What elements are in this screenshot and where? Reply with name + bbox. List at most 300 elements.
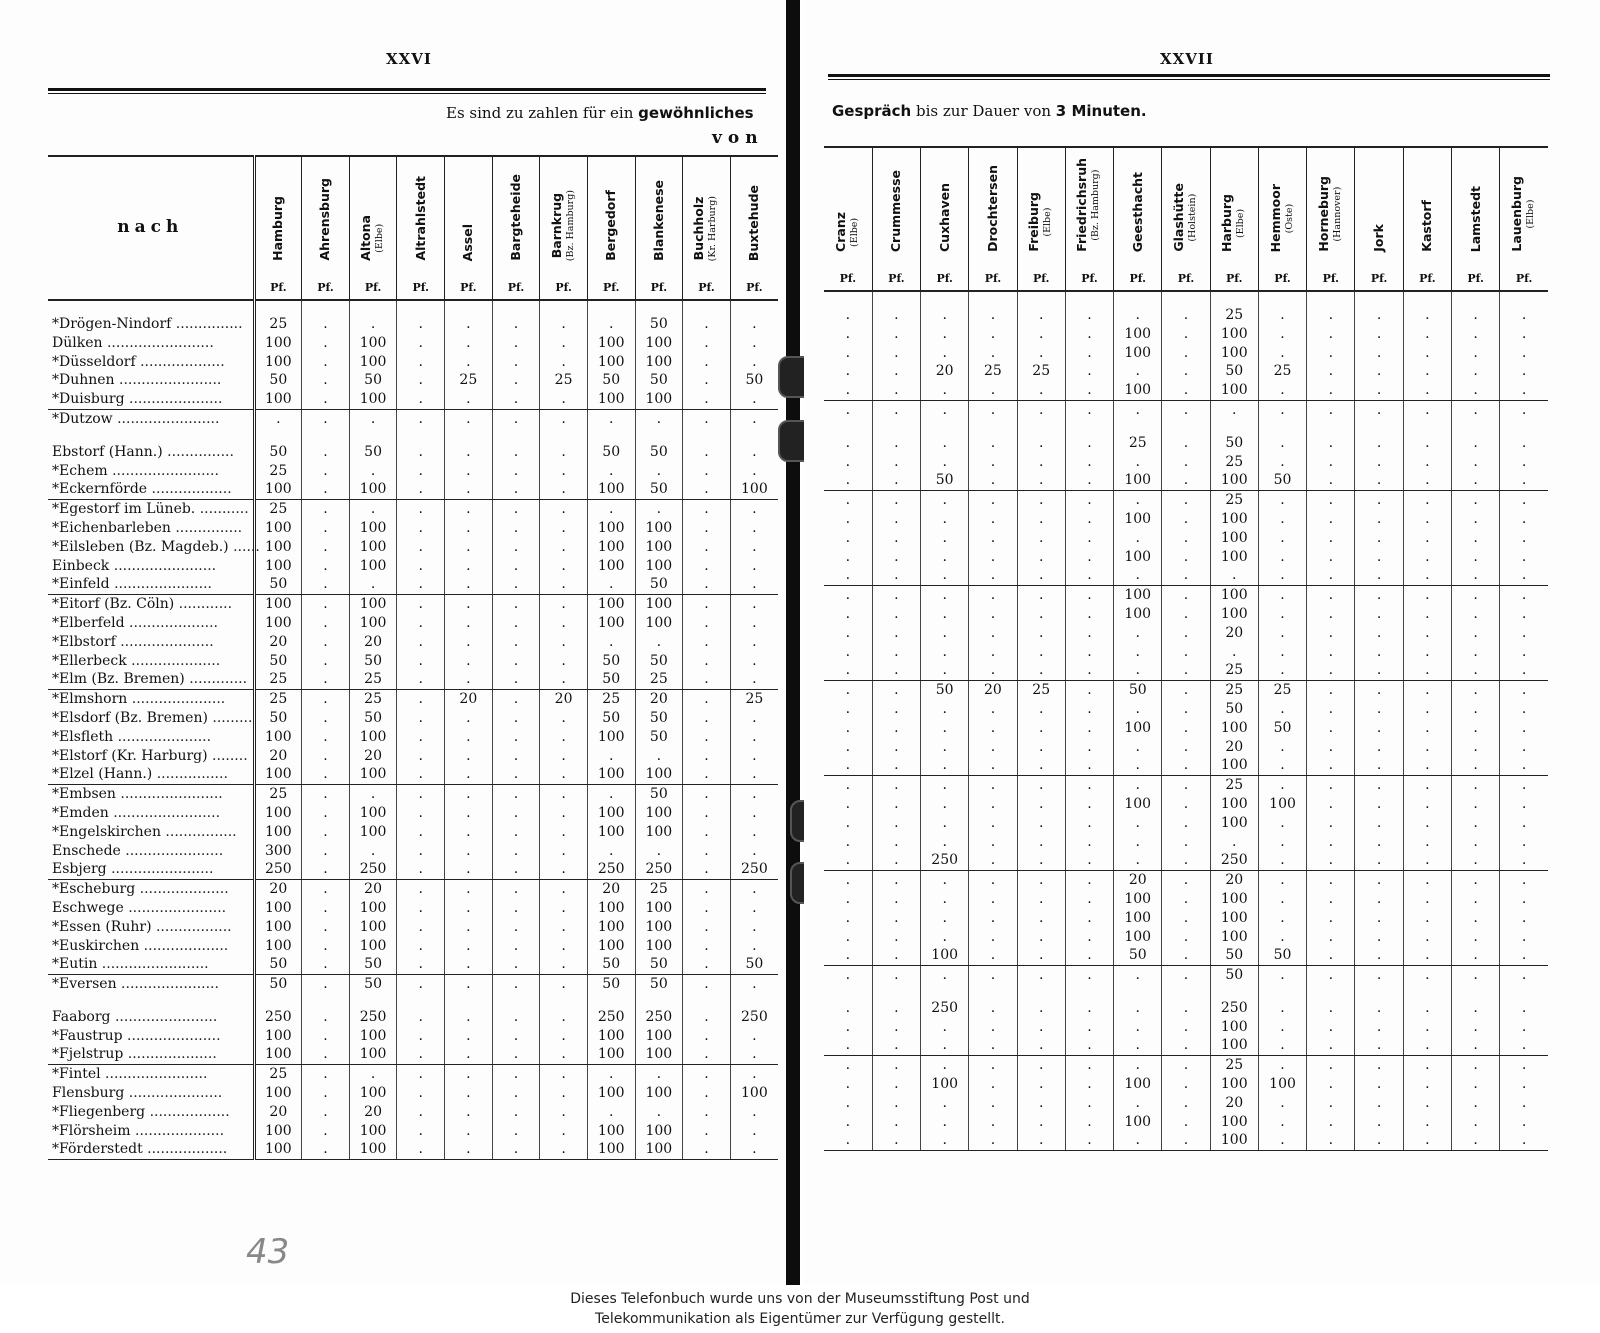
rate-cell: . xyxy=(540,390,588,409)
rate-cell: . xyxy=(1451,566,1499,585)
rate-cell: . xyxy=(302,334,350,353)
rate-cell: . xyxy=(1403,325,1451,344)
rate-cell: . xyxy=(1065,700,1113,719)
rate-cell: . xyxy=(302,1084,350,1103)
rate-cell: . xyxy=(969,1131,1017,1150)
rate-cell: . xyxy=(921,795,969,814)
place-name-text: Eschwege xyxy=(52,899,124,916)
rate-cell: . xyxy=(1162,681,1210,700)
column-name xyxy=(359,215,387,261)
unit-label: Pf. xyxy=(507,281,525,294)
rate-cell: . xyxy=(683,1084,731,1103)
rate-cell: . xyxy=(397,670,445,689)
rate-cell: . xyxy=(397,519,445,538)
rate-cell xyxy=(824,420,872,434)
rate-cell: . xyxy=(445,709,493,728)
rate-cell: 100 xyxy=(635,1045,683,1064)
unit-label: Pf. xyxy=(746,281,763,294)
rate-cell: . xyxy=(492,880,540,899)
rate-cell: 100 xyxy=(349,614,397,633)
rate-cell: 100 xyxy=(254,937,302,956)
rate-cell: . xyxy=(872,999,920,1018)
rate-cell: . xyxy=(730,595,778,614)
rate-cell: 50 xyxy=(1114,946,1162,965)
table-row xyxy=(824,738,1548,757)
rate-cell: . xyxy=(683,690,731,709)
rate-cell: . xyxy=(1500,1075,1548,1094)
rate-cell: . xyxy=(445,353,493,372)
rate-cell: . xyxy=(1451,946,1499,965)
rate-cell: . xyxy=(540,334,588,353)
rate-cell: 100 xyxy=(635,1140,683,1159)
rate-cell: . xyxy=(492,595,540,614)
rate-cell: . xyxy=(1017,529,1065,548)
rate-cell: 100 xyxy=(635,765,683,784)
rate-cell: . xyxy=(921,1131,969,1150)
column-header-bargteheide xyxy=(492,156,540,300)
rate-cell: . xyxy=(1307,1075,1355,1094)
table-row xyxy=(824,643,1548,662)
rate-cell: 50 xyxy=(254,443,302,462)
rate-cell: . xyxy=(1355,1056,1403,1075)
rate-cell: . xyxy=(1451,453,1499,472)
rate-cell: . xyxy=(492,462,540,481)
place-name xyxy=(48,429,254,443)
column-name xyxy=(271,196,285,261)
column-name xyxy=(747,185,761,261)
rate-cell: . xyxy=(1403,344,1451,363)
rate-cell: 250 xyxy=(587,1008,635,1027)
rate-cell xyxy=(1210,420,1258,434)
rate-cell: . xyxy=(1500,529,1548,548)
rate-cell: . xyxy=(1162,325,1210,344)
rate-cell: . xyxy=(302,652,350,671)
column-header-harburg xyxy=(1210,147,1258,291)
rate-cell: . xyxy=(540,1027,588,1046)
rate-cell: . xyxy=(302,690,350,709)
rate-cell: . xyxy=(969,833,1017,852)
rate-cell: . xyxy=(1355,566,1403,585)
rate-cell: . xyxy=(1500,756,1548,775)
rate-cell: 25 xyxy=(254,315,302,334)
rate-cell: . xyxy=(683,880,731,899)
table-row xyxy=(48,955,778,974)
rate-cell: 100 xyxy=(254,595,302,614)
rate-cell: . xyxy=(1114,306,1162,325)
rate-cell: . xyxy=(302,918,350,937)
table-row xyxy=(48,334,778,353)
rate-cell: . xyxy=(302,1103,350,1122)
rate-cell: . xyxy=(1307,946,1355,965)
rate-cell: . xyxy=(683,443,731,462)
rate-cell: . xyxy=(302,390,350,409)
rate-cell: 20 xyxy=(349,880,397,899)
rate-cell: . xyxy=(1017,643,1065,662)
rate-cell: 100 xyxy=(254,334,302,353)
rate-cell: . xyxy=(1355,738,1403,757)
rate-cell: . xyxy=(492,860,540,879)
rate-cell: 250 xyxy=(1210,999,1258,1018)
rate-cell: . xyxy=(1258,871,1306,890)
rate-cell: 50 xyxy=(635,315,683,334)
table-row xyxy=(824,381,1548,400)
rate-cell: . xyxy=(1114,851,1162,870)
unit-label: Pf. xyxy=(1081,272,1098,285)
rate-cell: . xyxy=(1258,643,1306,662)
place-name-text: *Elstorf (Kr. Harburg) xyxy=(52,747,208,764)
rate-cell: . xyxy=(730,390,778,409)
table-row xyxy=(824,605,1548,624)
rate-cell: . xyxy=(1403,1075,1451,1094)
rate-cell: . xyxy=(730,823,778,842)
column-header-hamburg xyxy=(254,156,302,300)
rate-cell: . xyxy=(635,1065,683,1084)
rate-cell: . xyxy=(1403,1036,1451,1055)
rate-cell: . xyxy=(921,529,969,548)
spacer-row xyxy=(48,300,778,315)
column-name xyxy=(1269,184,1297,252)
rate-cell: . xyxy=(540,842,588,861)
rate-cell: 100 xyxy=(1210,1036,1258,1055)
column-name xyxy=(834,212,862,252)
rate-cell: . xyxy=(445,975,493,994)
rate-cell: . xyxy=(1451,999,1499,1018)
rate-cell: . xyxy=(1017,344,1065,363)
rate-cell: . xyxy=(587,500,635,519)
rate-cell: . xyxy=(1017,400,1065,419)
rate-cell xyxy=(302,429,350,443)
rate-cell: 100 xyxy=(349,595,397,614)
rate-cell: . xyxy=(540,899,588,918)
place-name xyxy=(48,804,254,823)
rate-cell: . xyxy=(540,538,588,557)
place-name-text: *Ellerbeck xyxy=(52,652,127,669)
rate-cell: 50 xyxy=(349,652,397,671)
rate-cell: 100 xyxy=(1210,1131,1258,1150)
rate-cell: . xyxy=(492,1140,540,1159)
rate-cell: 20 xyxy=(254,747,302,766)
rate-cell: . xyxy=(1355,1018,1403,1037)
rate-cell: . xyxy=(1258,586,1306,605)
rate-cell: . xyxy=(1403,833,1451,852)
rate-cell: . xyxy=(445,955,493,974)
rate-cell: . xyxy=(397,334,445,353)
table-row xyxy=(48,670,778,689)
place-name-text: Ebstorf (Hann.) xyxy=(52,443,163,460)
leader-dots: ........... xyxy=(195,501,249,518)
column-name-text: Geesthacht xyxy=(1129,171,1145,252)
footer-line-2: Telekommunikation als Eigentümer zur Verfügung gestellt. xyxy=(595,1311,1005,1327)
leader-dots: .................. xyxy=(145,1103,230,1120)
rate-cell: . xyxy=(730,500,778,519)
column-header-lauenburg xyxy=(1500,147,1548,291)
rate-cell: . xyxy=(1065,1131,1113,1150)
column-name-sub: (Oste) xyxy=(1283,203,1295,233)
rate-cell: 50 xyxy=(635,785,683,804)
rate-cell: . xyxy=(1258,510,1306,529)
place-name-text: Esbjerg xyxy=(52,861,107,878)
rate-cell: . xyxy=(492,334,540,353)
rate-cell: . xyxy=(1403,624,1451,643)
place-name xyxy=(48,353,254,372)
rate-cell: . xyxy=(1403,400,1451,419)
rate-cell: 20 xyxy=(254,633,302,652)
rate-cell: 100 xyxy=(635,823,683,842)
rate-cell: . xyxy=(1065,1094,1113,1113)
rate-cell: 50 xyxy=(921,681,969,700)
rate-cell xyxy=(1403,420,1451,434)
rate-cell: . xyxy=(1500,453,1548,472)
table-row xyxy=(824,344,1548,363)
column-name xyxy=(318,178,332,261)
rate-cell: 100 xyxy=(1114,605,1162,624)
rate-cell: 50 xyxy=(635,728,683,747)
rate-cell: 100 xyxy=(254,728,302,747)
rate-cell: . xyxy=(445,595,493,614)
rate-cell: . xyxy=(1162,1075,1210,1094)
rate-cell: . xyxy=(492,519,540,538)
rate-cell: 25 xyxy=(254,690,302,709)
rate-cell: . xyxy=(349,575,397,594)
rate-cell: 100 xyxy=(635,353,683,372)
place-name xyxy=(48,899,254,918)
leader-dots: .................... xyxy=(124,614,219,631)
rate-cell: . xyxy=(445,1027,493,1046)
rate-cell: . xyxy=(969,529,1017,548)
column-name-text: Altrahlstedt xyxy=(412,176,428,261)
rate-cell: . xyxy=(445,823,493,842)
rate-cell: 20 xyxy=(969,681,1017,700)
rate-cell: . xyxy=(1403,700,1451,719)
place-name-text: *Einfeld xyxy=(52,576,110,593)
table-row xyxy=(48,595,778,614)
right-banner-middle: bis zur Dauer von xyxy=(916,102,1052,120)
rate-cell: 100 xyxy=(635,334,683,353)
rate-cell: 100 xyxy=(1210,890,1258,909)
rate-cell: . xyxy=(540,785,588,804)
rate-cell: . xyxy=(1017,510,1065,529)
left-tariff-table xyxy=(48,155,778,1160)
rate-cell: . xyxy=(1403,529,1451,548)
rate-cell: 100 xyxy=(1210,548,1258,567)
right-page xyxy=(804,0,1600,1285)
rate-cell: . xyxy=(1114,1131,1162,1150)
leader-dots: ............. xyxy=(184,671,248,688)
rate-cell: . xyxy=(1162,928,1210,947)
rate-cell: 25 xyxy=(540,371,588,390)
table-row xyxy=(824,851,1548,870)
rate-cell: 50 xyxy=(587,975,635,994)
rate-cell: . xyxy=(1500,890,1548,909)
column-name-sub: (Elbe) xyxy=(374,223,386,253)
rate-cell: . xyxy=(1210,833,1258,852)
rate-cell: . xyxy=(397,880,445,899)
rate-cell: . xyxy=(1451,400,1499,419)
rate-cell: . xyxy=(1451,661,1499,680)
rate-cell: 50 xyxy=(349,975,397,994)
unit-label: Pf. xyxy=(698,281,715,294)
table-row xyxy=(824,325,1548,344)
column-name xyxy=(509,174,523,261)
rate-cell: . xyxy=(1500,400,1548,419)
rate-cell: 100 xyxy=(587,1084,635,1103)
rate-cell: . xyxy=(845,548,851,565)
rate-cell: . xyxy=(1403,999,1451,1018)
rate-cell: 50 xyxy=(254,575,302,594)
rate-cell: . xyxy=(1355,453,1403,472)
rate-cell: . xyxy=(1065,381,1113,400)
rate-cell: . xyxy=(492,443,540,462)
place-name xyxy=(48,443,254,462)
rate-cell: . xyxy=(872,1056,920,1075)
rate-cell: . xyxy=(540,1140,588,1159)
place-name xyxy=(48,614,254,633)
column-name-text: Glashütte xyxy=(1170,183,1186,252)
place-name-text: *Eckernförde xyxy=(52,481,148,498)
place-name-text: *Elzel (Hann.) xyxy=(52,766,153,783)
rate-cell: . xyxy=(1500,1094,1548,1113)
place-name-text: *Förderstedt xyxy=(52,1141,143,1158)
rate-cell: . xyxy=(540,633,588,652)
rate-cell: . xyxy=(730,765,778,784)
rate-cell: . xyxy=(1258,890,1306,909)
rate-cell: . xyxy=(397,538,445,557)
table-row xyxy=(48,462,778,481)
rate-cell: . xyxy=(302,538,350,557)
rate-cell: 20 xyxy=(349,747,397,766)
rate-cell: . xyxy=(445,728,493,747)
rate-cell: . xyxy=(302,595,350,614)
rate-cell: . xyxy=(1307,890,1355,909)
leader-dots: ...................... xyxy=(123,899,227,916)
rate-cell: . xyxy=(1114,624,1162,643)
rate-cell: . xyxy=(845,587,851,604)
rate-cell: . xyxy=(1258,1036,1306,1055)
rate-cell: . xyxy=(1307,928,1355,947)
rate-cell: . xyxy=(1162,909,1210,928)
rate-cell: 50 xyxy=(1114,681,1162,700)
unit-label: Pf. xyxy=(650,281,668,294)
rate-cell: 100 xyxy=(349,804,397,823)
rate-cell: 100 xyxy=(587,1045,635,1064)
place-name xyxy=(48,500,254,519)
rate-cell: 25 xyxy=(1114,434,1162,453)
rate-cell: . xyxy=(969,381,1017,400)
rate-cell: . xyxy=(1258,999,1306,1018)
rate-cell: 100 xyxy=(1210,814,1258,833)
rate-cell: . xyxy=(683,860,731,879)
rate-cell: . xyxy=(540,614,588,633)
rate-cell: . xyxy=(635,633,683,652)
rate-cell xyxy=(445,429,493,443)
leader-dots: ................. xyxy=(151,918,232,935)
table-row xyxy=(824,700,1548,719)
rate-cell: 100 xyxy=(587,614,635,633)
rate-cell: . xyxy=(1500,1018,1548,1037)
place-name xyxy=(48,575,254,594)
column-header-ahrensburg xyxy=(302,156,350,300)
rate-cell: . xyxy=(1065,661,1113,680)
rate-cell: . xyxy=(445,334,493,353)
leader-dots: ....................... xyxy=(114,372,222,389)
leader-dots: ..................... xyxy=(124,1085,223,1102)
column-name-text: Crummesse xyxy=(888,169,904,252)
rate-cell: 100 xyxy=(349,1140,397,1159)
rate-cell: . xyxy=(683,975,731,994)
column-name-text: Freiburg xyxy=(1026,192,1042,252)
rate-cell: . xyxy=(969,851,1017,870)
table-row xyxy=(824,624,1548,643)
leader-dots: ...................... xyxy=(109,576,212,593)
rate-cell: . xyxy=(872,529,920,548)
rate-cell: . xyxy=(1162,471,1210,490)
rate-cell: . xyxy=(540,652,588,671)
rate-cell: . xyxy=(872,871,920,890)
column-name-text: Cranz xyxy=(832,212,848,252)
place-name-text: *Embsen xyxy=(52,786,116,803)
column-name xyxy=(692,196,720,261)
place-name-text: *Engelskirchen xyxy=(52,823,161,840)
rate-cell: . xyxy=(872,946,920,965)
rate-cell: . xyxy=(730,614,778,633)
place-name-text: *Eichenbarleben xyxy=(52,519,171,536)
table-row xyxy=(48,1140,778,1159)
rate-cell: . xyxy=(540,315,588,334)
leader-dots: ............... xyxy=(171,316,243,332)
column-header-geesthacht xyxy=(1114,147,1162,291)
table-row xyxy=(824,362,1548,381)
rate-cell: 100 xyxy=(587,899,635,918)
rate-cell xyxy=(969,420,1017,434)
table-row xyxy=(48,918,778,937)
rate-cell: . xyxy=(492,390,540,409)
rate-cell: . xyxy=(1114,833,1162,852)
rate-cell: . xyxy=(492,955,540,974)
rate-cell: . xyxy=(1307,719,1355,738)
rate-cell: . xyxy=(683,652,731,671)
rate-cell: . xyxy=(1258,434,1306,453)
rate-cell: . xyxy=(445,1084,493,1103)
table-row xyxy=(824,510,1548,529)
rate-cell: . xyxy=(1355,529,1403,548)
rate-cell: . xyxy=(921,890,969,909)
unit-label: Pf. xyxy=(1515,272,1533,285)
rate-cell: . xyxy=(921,700,969,719)
leader-dots: ................ xyxy=(160,823,237,840)
rate-cell: 100 xyxy=(587,804,635,823)
rate-cell: 100 xyxy=(349,519,397,538)
table-row xyxy=(48,443,778,462)
rate-cell: . xyxy=(1065,1075,1113,1094)
rate-cell: . xyxy=(1307,1056,1355,1075)
rate-cell: . xyxy=(1403,909,1451,928)
rate-cell: 25 xyxy=(254,500,302,519)
rate-cell: 25 xyxy=(254,1065,302,1084)
rate-cell: . xyxy=(492,500,540,519)
rate-cell: . xyxy=(872,1036,920,1055)
rate-cell: . xyxy=(1162,776,1210,795)
rate-cell: . xyxy=(492,728,540,747)
rate-cell: . xyxy=(969,510,1017,529)
column-name xyxy=(1220,194,1248,252)
rate-cell: . xyxy=(492,1122,540,1141)
rate-cell: 50 xyxy=(587,955,635,974)
rate-cell: . xyxy=(1065,1018,1113,1037)
column-name-text: Kastorf xyxy=(1419,200,1435,252)
rate-cell: . xyxy=(845,738,851,755)
rate-cell: . xyxy=(302,443,350,462)
rate-cell: . xyxy=(492,557,540,576)
